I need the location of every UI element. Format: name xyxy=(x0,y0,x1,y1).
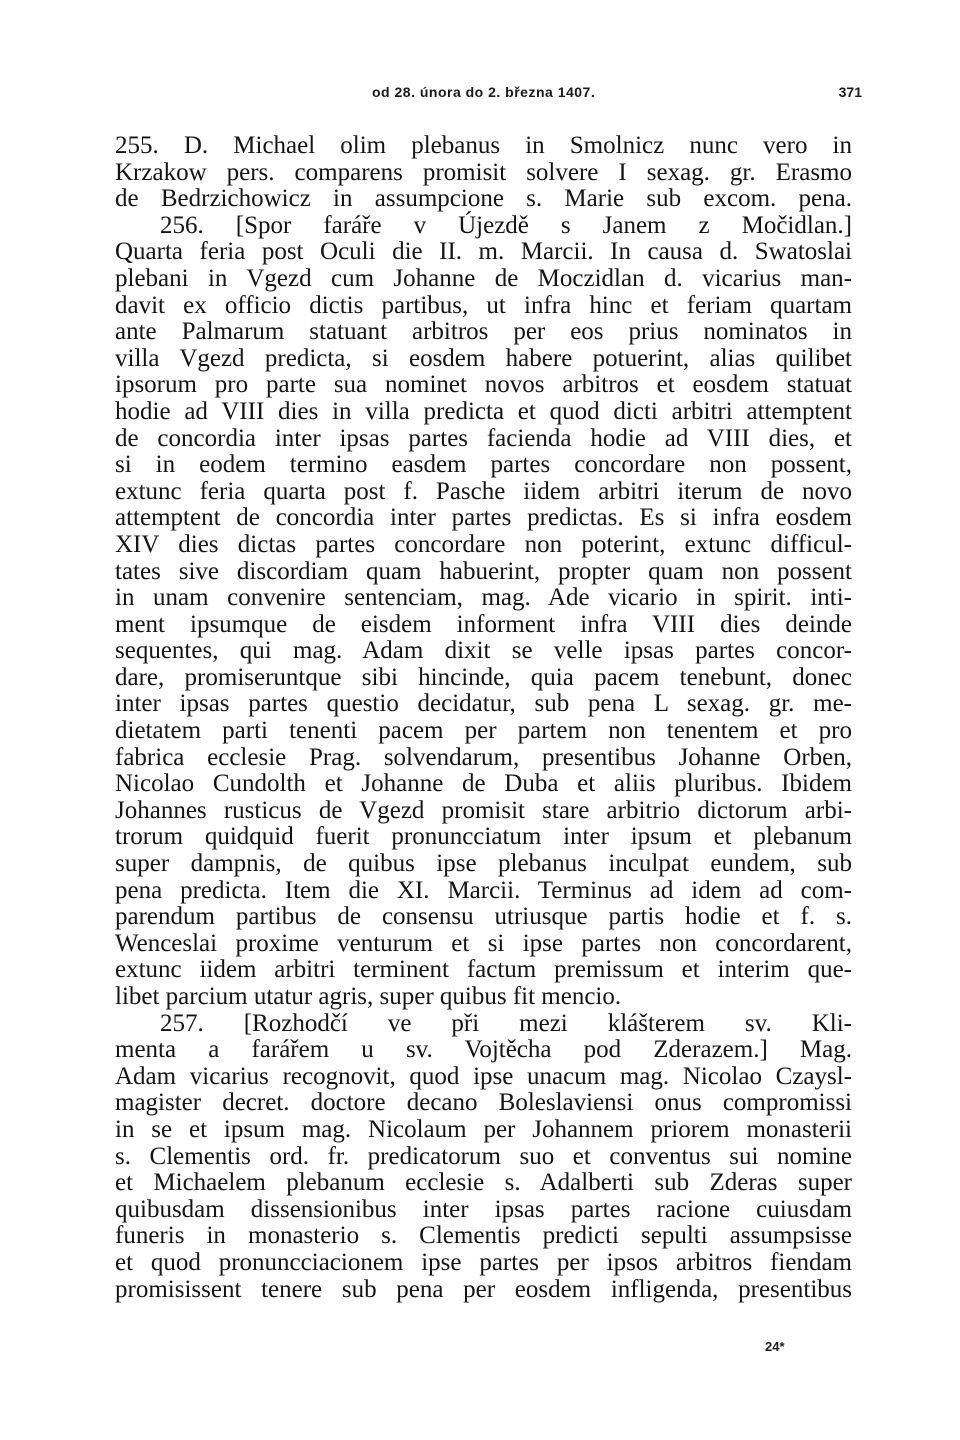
text-line: de Bedrzichowicz in assumpcione s. Marie sub excom. pena. xyxy=(115,185,852,213)
text-line: dare, promiseruntque sibi hincinde, quia pacem tenebunt, donec xyxy=(115,663,852,691)
page-number: 371 xyxy=(838,84,862,100)
text-line: s. Clementis ord. fr. predicatorum suo et conventus sui nomine xyxy=(115,1142,852,1170)
text-line: trorum quidquid fuerit pronuncciatum inter ipsum et plebanum xyxy=(115,823,852,851)
text-line: hodie ad VIII dies in villa predicta et quod dicti arbitri attemptent xyxy=(115,397,852,425)
text-line: inter ipsas partes questio decidatur, sub pena L sexag. gr. me- xyxy=(115,690,852,718)
text-line: et Michaelem plebanum ecclesie s. Adalberti sub Zderas super xyxy=(115,1169,852,1197)
text-line: Nicolao Cundolth et Johanne de Duba et aliis pluribus. Ibidem xyxy=(115,770,852,798)
text-line: in unam convenire sentenciam, mag. Ade vicario in spirit. inti- xyxy=(115,584,852,612)
text-line: super dampnis, de quibus ipse plebanus inculpat eundem, sub xyxy=(115,850,852,878)
text-line: de concordia inter ipsas partes facienda hodie ad VIII dies, et xyxy=(115,424,852,452)
text-line: 257. [Rozhodčí ve při mezi klášterem sv. Kli- xyxy=(160,1009,852,1037)
text-line: 256. [Spor faráře v Újezdě s Janem z Močidlan.] xyxy=(160,211,852,239)
text-line: si in eodem termino easdem partes concordare non possent, xyxy=(115,451,852,479)
text-line: dietatem parti tenenti pacem per partem non tenentem et pro xyxy=(115,717,852,745)
text-line: libet parcium utatur agris, super quibus fit mencio. xyxy=(115,983,622,1010)
text-line: XIV dies dictas partes concordare non poterint, extunc difficul- xyxy=(115,530,852,558)
text-line: magister decret. doctore decano Boleslaviensi onus compromissi xyxy=(115,1089,852,1117)
body-text xyxy=(115,133,852,1303)
text-line: funeris in monasterio s. Clementis predicti sepulti assumpsisse xyxy=(115,1222,852,1250)
text-line: plebani in Vgezd cum Johanne de Moczidlan d. vicarius man- xyxy=(115,264,852,292)
text-line: quibusdam dissensionibus inter ipsas partes racione cuiusdam xyxy=(115,1195,852,1223)
text-line: extunc iidem arbitri terminent factum premissum et interim que- xyxy=(115,956,852,984)
text-line: ante Palmarum statuant arbitros per eos prius nominatos in xyxy=(115,318,852,346)
text-line: in se et ipsum mag. Nicolaum per Johannem priorem monasterii xyxy=(115,1115,852,1143)
text-line: tates sive discordiam quam habuerint, propter quam non possent xyxy=(115,557,852,585)
text-line: villa Vgezd predicta, si eosdem habere potuerint, alias quilibet xyxy=(115,344,852,372)
text-line: Johannes rusticus de Vgezd promisit stare arbitrio dictorum arbi- xyxy=(115,796,852,824)
signature-mark: 24* xyxy=(765,1339,785,1354)
text-line: menta a farářem u sv. Vojtěcha pod Zderazem.] Mag. xyxy=(115,1036,852,1064)
text-line: attemptent de concordia inter partes predictas. Es si infra eosdem xyxy=(115,504,852,532)
text-line: ipsorum pro parte sua nominet novos arbitros et eosdem statuat xyxy=(115,371,852,399)
running-head: od 28. února do 2. března 1407. xyxy=(372,84,596,100)
text-line: fabrica ecclesie Prag. solvendarum, presentibus Johanne Orben, xyxy=(115,743,852,771)
text-line: extunc feria quarta post f. Pasche iidem arbitri iterum de novo xyxy=(115,477,852,505)
text-line: ment ipsumque de eisdem informent infra VIII dies deinde xyxy=(115,610,852,638)
text-line: parendum partibus de consensu utriusque partis hodie et f. s. xyxy=(115,903,852,931)
text-line: Quarta feria post Oculi die II. m. Marcii. In causa d. Swatoslai xyxy=(115,238,852,266)
text-line: Adam vicarius recognovit, quod ipse unacum mag. Nicolao Czaysl- xyxy=(115,1062,852,1090)
text-line: Krzakow pers. comparens promisit solvere I sexag. gr. Erasmo xyxy=(115,158,852,186)
text-line: pena predicta. Item die XI. Marcii. Terminus ad idem ad com- xyxy=(115,876,852,904)
text-line: 255. D. Michael olim plebanus in Smolnicz nunc vero in xyxy=(115,132,852,159)
text-line: davit ex officio dictis partibus, ut infra hinc et feriam quartam xyxy=(115,291,852,319)
text-line: et quod pronuncciacionem ipse partes per ipsos arbitros fiendam xyxy=(115,1248,852,1276)
text-line: Wenceslai proxime venturum et si ipse partes non concordarent, xyxy=(115,929,852,957)
text-line: sequentes, qui mag. Adam dixit se velle ipsas partes concor- xyxy=(115,637,852,665)
text-line: promisissent tenere sub pena per eosdem infligenda, presentibus xyxy=(115,1275,852,1303)
